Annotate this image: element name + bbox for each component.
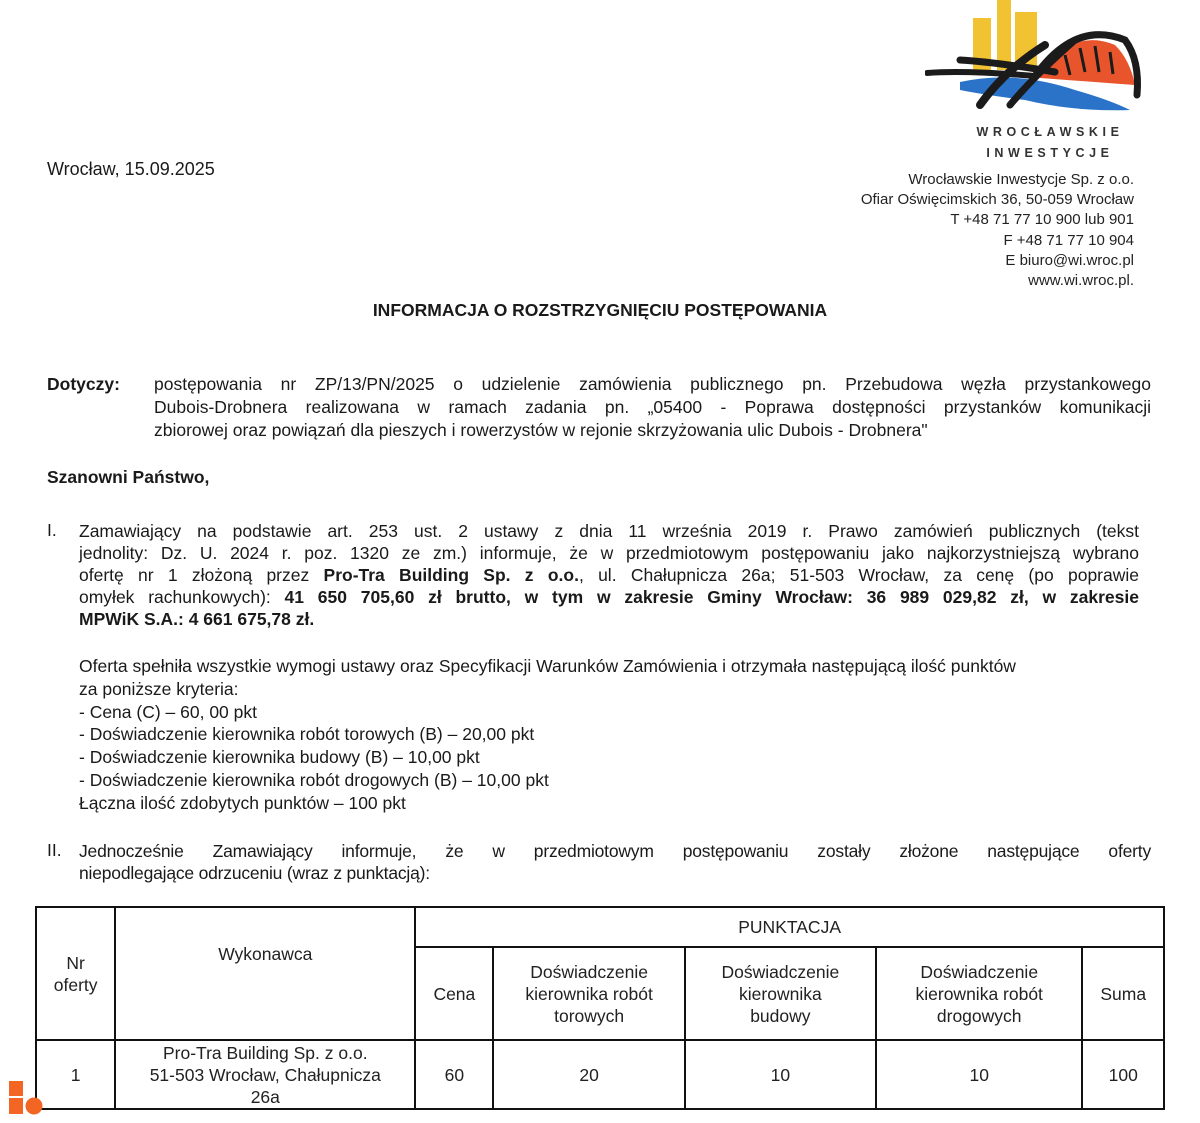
header-track-works-manager [493, 947, 684, 1040]
winning-price: 41 650 705,60 zł brutto, w tym w zakresie Gminy Wrocław: 36 989 029,82 zł, w zakresie [284, 587, 1139, 607]
cell-total-score: 100 [1082, 1040, 1164, 1109]
company-phone: T +48 71 77 10 900 lub 901 [950, 211, 1134, 229]
company-email[interactable]: E biuro@wi.wroc.pl [1005, 251, 1134, 269]
orange-badge-icon[interactable] [7, 1081, 43, 1117]
company-website[interactable]: www.wi.wroc.pl. [1028, 272, 1134, 290]
section-1-line-2: jednolity: Dz. U. 2024 r. poz. 1320 ze zm.) informuje, że w przedmiotowym postępowaniu jako najkorzystniejszą wybrano [79, 543, 1139, 563]
company-street: Ofiar Oświęcimskich 36, 50-059 Wrocław [860, 191, 1134, 209]
cell-construction-score: 10 [685, 1040, 876, 1109]
company-name: Wrocławskie Inwestycje Sp. z o.o. [908, 171, 1134, 188]
company-address-block [861, 170, 1134, 291]
subject-line-1: postępowania nr ZP/13/PN/2025 o udzielenie zamówienia publicznego pn. Przebudowa węzła przystankowego [154, 374, 1151, 394]
section-1-award-text [79, 520, 1139, 630]
header-total: Suma [1082, 947, 1164, 1040]
subject-label: Dotyczy: [47, 374, 120, 394]
salutation: Szanowni Państwo, [47, 467, 210, 487]
header-offer-number-line2: oferty [53, 974, 98, 995]
header-offer-number-line1: Nr [66, 952, 85, 973]
section-1-line-1: Zamawiający na podstawie art. 253 ust. 2 ustawy z dnia 11 września 2019 r. Prawo zamówień publicznych (tekst [79, 521, 1139, 541]
cell-contractor-line3: 26a [250, 1086, 280, 1107]
header-track-line1: Doświadczenie [530, 961, 648, 982]
section-2-line-1: Jednocześnie Zamawiający informuje, że w przedmiotowym postępowaniu zostały złożone następujące oferty [79, 841, 1151, 861]
subject-line-3: zbiorowej oraz powiązań dla pieszych i rowerzystów w rejonie skrzyżowania ulic Dubois - Drobnera" [154, 420, 928, 440]
criteria-block [79, 655, 1144, 815]
header-price: Cena [415, 947, 493, 1040]
header-track-line2: kierownika robót [525, 983, 653, 1004]
header-construction-manager [685, 947, 876, 1040]
mpwik-amount: MPWiK S.A.: 4 661 675,78 zł. [79, 609, 315, 629]
header-construction-line3: budowy [750, 1005, 811, 1026]
subject-text [154, 373, 1151, 442]
cell-offer-number: 1 [36, 1040, 115, 1109]
offers-score-table [35, 906, 1165, 1110]
section-1-line-3-prefix: ofertę nr 1 złożoną przez [79, 565, 324, 585]
cell-contractor-line1: Pro-Tra Building Sp. z o.o. [162, 1042, 368, 1063]
criteria-total: Łączna ilość zdobytych punktów – 100 pkt [79, 792, 406, 813]
criteria-item: - Doświadczenie kierownika budowy (B) – 10,00 pkt [79, 747, 480, 768]
header-contractor: Wykonawca [115, 907, 415, 1040]
header-construction-line1: Doświadczenie [721, 961, 840, 982]
header-offer-number [36, 907, 115, 1040]
header-road-line3: drogowych [936, 1005, 1022, 1026]
section-2-text [79, 840, 1151, 884]
section-1-line-3 [79, 564, 1139, 586]
section-1-number: I. [47, 520, 57, 540]
section-1-line-3-suffix: , ul. Chałupnicza 26a; 51-503 Wrocław, za cenę (po poprawie [578, 565, 1139, 585]
criteria-item: - Doświadczenie kierownika robót torowych (B) – 20,00 pkt [79, 724, 535, 745]
company-fax: F +48 71 77 10 904 [1003, 231, 1134, 249]
header-construction-line2: kierownika [739, 983, 822, 1004]
cell-track-score: 20 [493, 1040, 684, 1109]
cell-contractor [115, 1040, 415, 1109]
criteria-intro-2: za poniższe kryteria: [79, 678, 239, 699]
header-scoring: PUNKTACJA [415, 907, 1164, 947]
header-road-line1: Doświadczenie [920, 961, 1039, 982]
subject-line-2: Dubois-Drobnera realizowana w ramach zadania pn. „05400 - Poprawa dostępności przystanków komunikacji [154, 397, 1151, 417]
section-2-number: II. [47, 840, 62, 860]
header-track-line3: torowych [554, 1005, 625, 1026]
header-road-line2: kierownika robót [915, 983, 1043, 1004]
section-1-line-4-prefix: omyłek rachunkowych): [79, 587, 285, 607]
criteria-intro-1: Oferta spełniła wszystkie wymogi ustawy oraz Specyfikacji Warunków Zamówienia i otrzymała następującą ilość punktów [79, 656, 1016, 676]
document-date: Wrocław, 15.09.2025 [47, 159, 215, 179]
cell-price-score: 60 [415, 1040, 493, 1109]
table-row [36, 1040, 1164, 1109]
page-title: INFORMACJA O ROZSTRZYGNIĘCIU POSTĘPOWANIA [372, 300, 828, 320]
logo-text-line1: WROCŁAWSKIE [976, 125, 1124, 139]
criteria-item: - Cena (C) – 60, 00 pkt [79, 701, 257, 722]
winning-contractor-name: Pro-Tra Building Sp. z o.o. [323, 565, 579, 585]
cell-road-score: 10 [876, 1040, 1082, 1109]
cell-contractor-line2: 51-503 Wrocław, Chałupnicza [149, 1064, 381, 1085]
logo-text-line2: INWESTYCJE [986, 146, 1114, 160]
section-1-line-4 [79, 586, 1139, 608]
criteria-item: - Doświadczenie kierownika robót drogowych (B) – 10,00 pkt [79, 769, 549, 790]
wroclawskie-inwestycje-logo [925, 0, 1150, 125]
section-1-line-5 [79, 608, 1139, 630]
header-road-works-manager [876, 947, 1082, 1040]
section-2-line-2: niepodlegające odrzuceniu (wraz z punktacją): [79, 863, 430, 883]
